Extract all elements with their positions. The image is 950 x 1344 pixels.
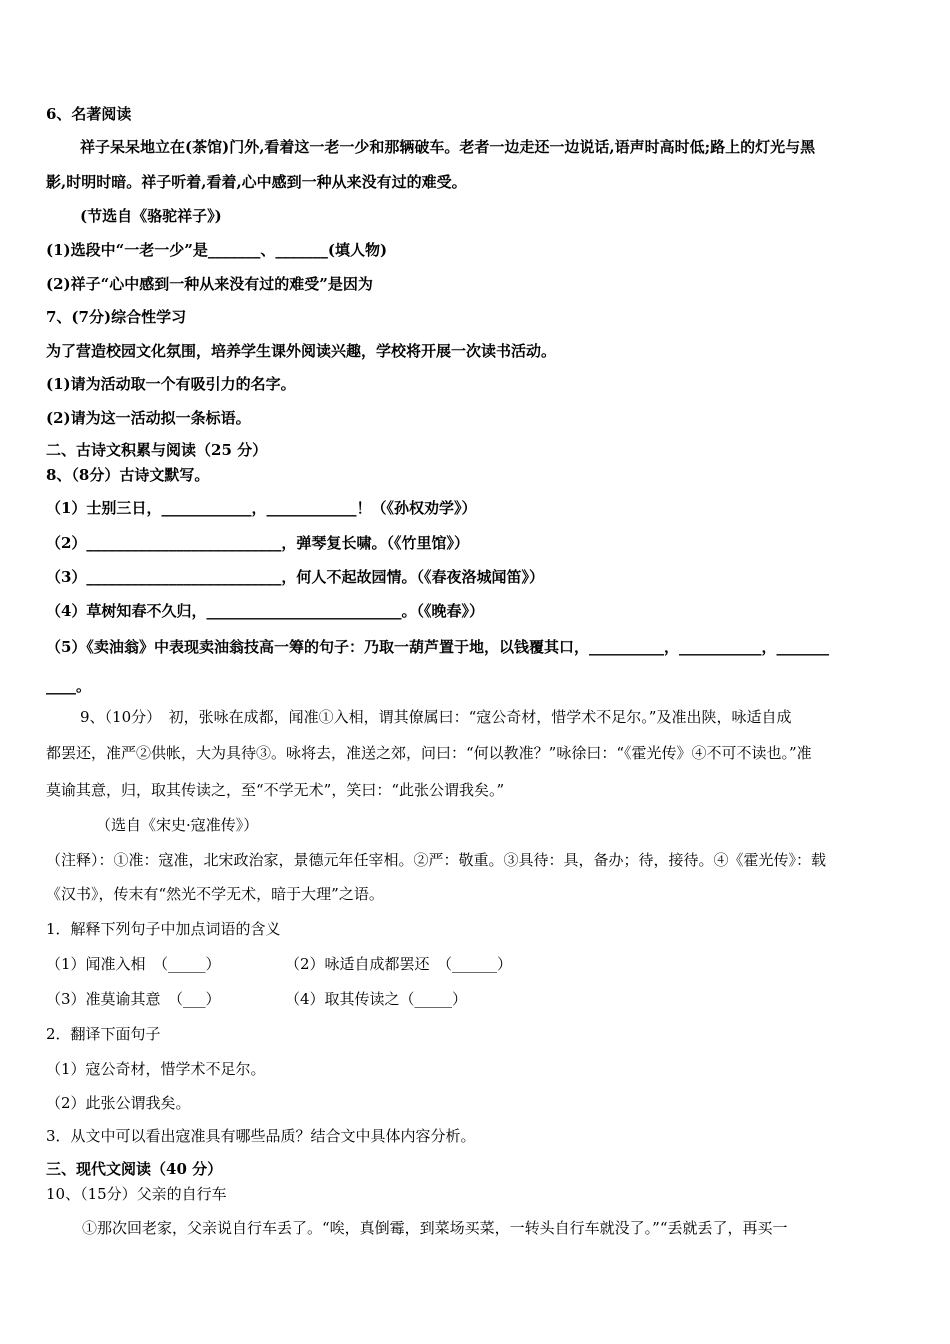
- q10-passage-line1: ①那次回老家，父亲说自行车丢了。“唉，真倒霉，到菜场买菜，一转头自行车就没了。”“丢就丢了，再买一: [82, 1219, 788, 1237]
- q10-title: 10、（15分）父亲的自行车: [46, 1185, 227, 1203]
- q6-passage-line1: 祥子呆呆地立在(茶馆)门外,看着这一老一少和那辆破车。老者一边走还一边说话,语声时高时低;路上的灯光与黑: [80, 138, 816, 156]
- q8-sub2: （2）__________________________，弹琴复长啸。（《竹里馆》）: [46, 534, 469, 552]
- q9-part1-item1: （1）闻准入相 （_____）: [46, 955, 221, 973]
- q8-sub1: （1）士别三日，____________，____________！（《孙权劝学》）: [46, 499, 477, 517]
- section3-heading: 三、现代文阅读（40 分）: [46, 1160, 223, 1178]
- q9-part1-item4: （4）取其传读之（_____）: [285, 990, 468, 1008]
- q9-part2-item1: （1）寇公奇材，惜学术不足尔。: [46, 1060, 266, 1078]
- q6-source: (节选自《骆驼祥子》): [80, 207, 222, 225]
- q9-notes-line1: （注释）：①准：寇准，北宋政治家，景德元年任宰相。②严：敬重。③具待：具，备办；待，接待。④《霍光传》：载: [46, 851, 827, 869]
- q8-sub5-line2: ____。: [46, 677, 92, 695]
- q6-title: 6、名著阅读: [46, 105, 132, 123]
- q9-source: （选自《宋史·寇准传》）: [96, 816, 259, 834]
- q7-intro: 为了营造校园文化氛围，培养学生课外阅读兴趣，学校将开展一次读书活动。: [46, 342, 557, 360]
- q9-passage-line2: 都罢还，准严②供帐，大为具待③。咏将去，准送之郊，问曰：“何以教准？”咏徐曰：“《霍光传》④不可不读也。”准: [46, 744, 812, 762]
- q9-part2-item2: （2）此张公谓我矣。: [46, 1094, 191, 1112]
- q9-part2-title: 2．翻译下面句子: [46, 1025, 161, 1043]
- q6-sub1: (1)选段中“一老一少”是_______、_______(填人物): [46, 241, 388, 259]
- q9-notes-line2: 《汉书》，传末有“然光不学无术，暗于大理”之语。: [46, 885, 384, 903]
- q7-sub1: (1)请为活动取一个有吸引力的名字。: [46, 375, 296, 393]
- q8-sub4: （4）草树知春不久归，__________________________。（《晚春》）: [46, 602, 484, 620]
- q8-sub5-line1: （5）《卖油翁》中表现卖油翁技高一筹的句子：乃取一葫芦置于地，以钱覆其口，__________，___________，_______: [46, 638, 829, 656]
- q9-part3: 3．从文中可以看出寇准具有哪些品质？结合文中具体内容分析。: [46, 1127, 476, 1145]
- q7-title: 7、(7分)综合性学习: [46, 308, 187, 326]
- q9-passage-line3: 莫谕其意，归，取其传读之，至“不学无术”，笑曰：“此张公谓我矣。”: [46, 781, 505, 799]
- q6-passage-line2: 影,时明时暗。祥子听着,看着,心中感到一种从来没有过的难受。: [46, 173, 467, 191]
- q8-sub3: （3）__________________________，何人不起故园情。（《春夜洛城闻笛》）: [46, 568, 544, 586]
- q9-part1-item2: （2）咏适自成都罢还 （______）: [285, 955, 513, 973]
- q7-sub2: (2)请为这一活动拟一条标语。: [46, 409, 251, 427]
- q9-part1-title: 1．解释下列句子中加点词语的含义: [46, 920, 281, 938]
- q6-sub2: (2)祥子“心中感到一种从来没有过的难受”是因为: [46, 275, 373, 293]
- q9-passage-line1: 9、（10分） 初，张咏在成都，闻准①入相，谓其僚属曰：“寇公奇材，惜学术不足尔。”及准出陕，咏适自成: [80, 708, 792, 726]
- section2-heading: 二、古诗文积累与阅读（25 分）: [46, 441, 268, 459]
- q8-title: 8、（8分）古诗文默写。: [46, 466, 210, 484]
- q9-part1-item3: （3）准莫谕其意 （___）: [46, 990, 221, 1008]
